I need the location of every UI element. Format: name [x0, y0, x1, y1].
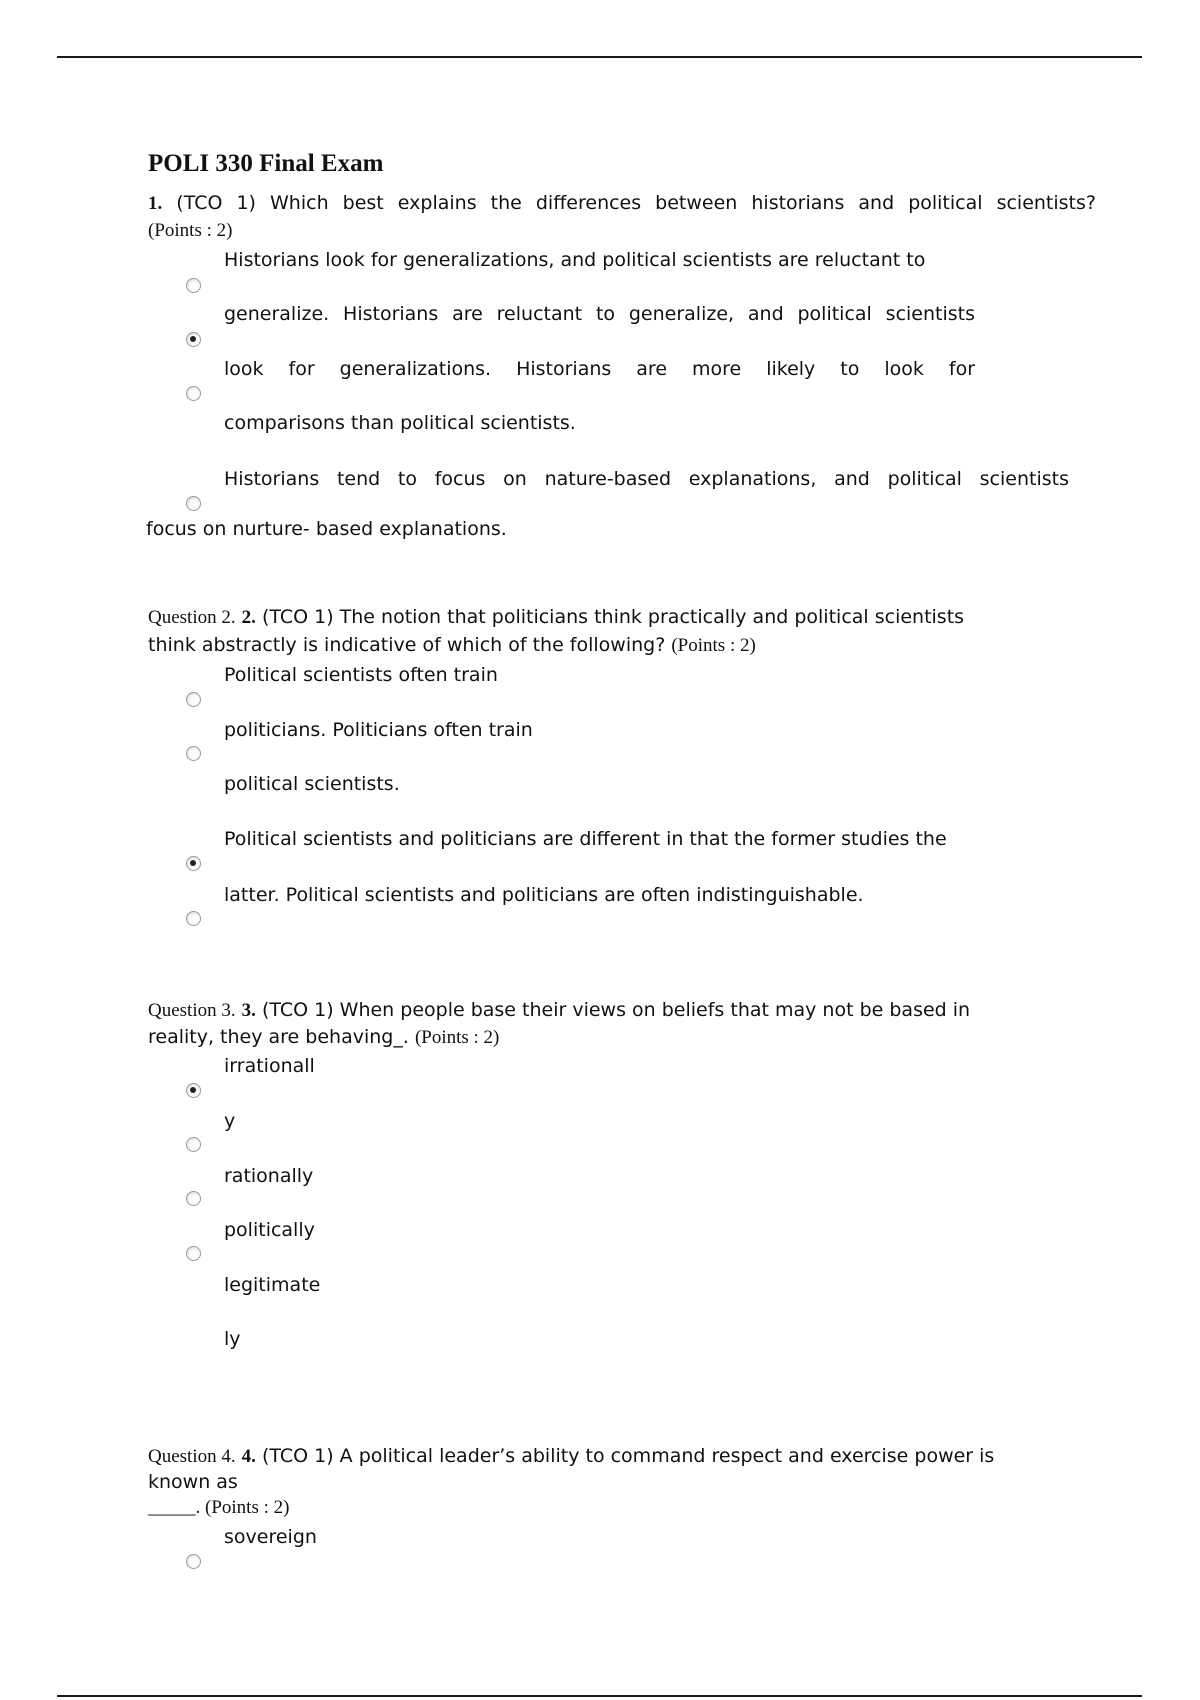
question-3-prompt-line-2 — [148, 1024, 499, 1051]
q2-option-line-2: politicians. Politicians often train — [224, 719, 533, 741]
q1-radio-2[interactable] — [186, 332, 201, 347]
question-2-number: 2. — [241, 607, 256, 628]
question-3-number: 3. — [241, 1000, 256, 1021]
question-1-points: (Points : 2) — [148, 220, 233, 241]
question-4-number: 4. — [241, 1446, 256, 1467]
q1-option-line-6: focus on nurture- based explanations. — [146, 518, 507, 540]
q4-radio-1[interactable] — [186, 1554, 201, 1569]
q2-radio-2[interactable] — [186, 746, 201, 761]
question-2-text: (TCO 1) The notion that politicians think practically and political scientists — [261, 606, 965, 628]
q2-option-line-5: latter. Political scientists and politicians are often indistinguishable. — [224, 884, 864, 906]
q3-option-line-4: politically — [224, 1219, 315, 1241]
q1-option-line-3: look for generalizations. Historians are more likely to look for — [224, 358, 975, 380]
question-3-points: (Points : 2) — [414, 1027, 500, 1048]
question-2-label: Question 2. — [148, 607, 236, 628]
q1-radio-1[interactable] — [186, 278, 201, 293]
q1-option-line-2: generalize. Historians are reluctant to generalize, and political scientists — [224, 303, 975, 325]
question-4-text: (TCO 1) A political leader’s ability to command respect and exercise power is — [261, 1445, 995, 1467]
q3-option-line-5: legitimate — [224, 1274, 321, 1296]
question-4-blank: _____. — [148, 1497, 201, 1518]
q1-radio-3[interactable] — [186, 386, 201, 401]
question-3-prompt — [148, 997, 970, 1024]
question-2-prompt — [148, 604, 964, 631]
question-3-text: (TCO 1) When people base their views on beliefs that may not be based in — [261, 999, 971, 1021]
q3-option-line-6: ly — [224, 1328, 241, 1350]
q2-radio-1[interactable] — [186, 692, 201, 707]
q2-option-line-4: Political scientists and politicians are different in that the former studies the — [224, 828, 947, 850]
q3-radio-4[interactable] — [186, 1246, 201, 1261]
question-2-text-2: think abstractly is indicative of which of the following? — [148, 634, 666, 656]
question-3-label: Question 3. — [148, 1000, 236, 1021]
q3-option-line-2: y — [224, 1110, 236, 1132]
question-1-number: 1. — [148, 193, 163, 214]
q2-radio-3[interactable] — [186, 856, 201, 871]
q1-radio-4[interactable] — [186, 496, 201, 511]
q3-radio-2[interactable] — [186, 1137, 201, 1152]
question-3-text-2: reality, they are behaving_. — [148, 1026, 409, 1048]
q2-radio-4[interactable] — [186, 911, 201, 926]
question-4-blank-line — [148, 1495, 289, 1521]
q3-radio-3[interactable] — [186, 1191, 201, 1206]
q3-option-line-3: rationally — [224, 1165, 314, 1187]
q3-option-line-1: irrationall — [224, 1055, 315, 1077]
question-4-prompt — [148, 1443, 994, 1470]
bottom-rule — [57, 1695, 1142, 1697]
question-1-prompt — [148, 190, 1096, 217]
question-4-text-2: known as — [148, 1471, 238, 1493]
q2-option-line-1: Political scientists often train — [224, 664, 498, 686]
exam-title: POLI 330 Final Exam — [148, 150, 384, 177]
q3-radio-1[interactable] — [186, 1083, 201, 1098]
question-2-prompt-line-2 — [148, 632, 756, 659]
top-rule — [57, 56, 1142, 58]
question-4-label: Question 4. — [148, 1446, 236, 1467]
q1-option-line-4: comparisons than political scientists. — [224, 412, 576, 434]
q1-option-line-1: Historians look for generalizations, and political scientists are reluctant to — [224, 249, 926, 271]
question-2-points: (Points : 2) — [671, 635, 756, 656]
q1-option-line-5: Historians tend to focus on nature-based explanations, and political scientists — [224, 468, 1069, 490]
question-1-text: (TCO 1) Which best explains the differences between historians and political scientists? — [176, 192, 1096, 214]
q4-option-line-1: sovereign — [224, 1526, 317, 1548]
question-4-points: (Points : 2) — [205, 1497, 290, 1518]
q2-option-line-3: political scientists. — [224, 773, 400, 795]
